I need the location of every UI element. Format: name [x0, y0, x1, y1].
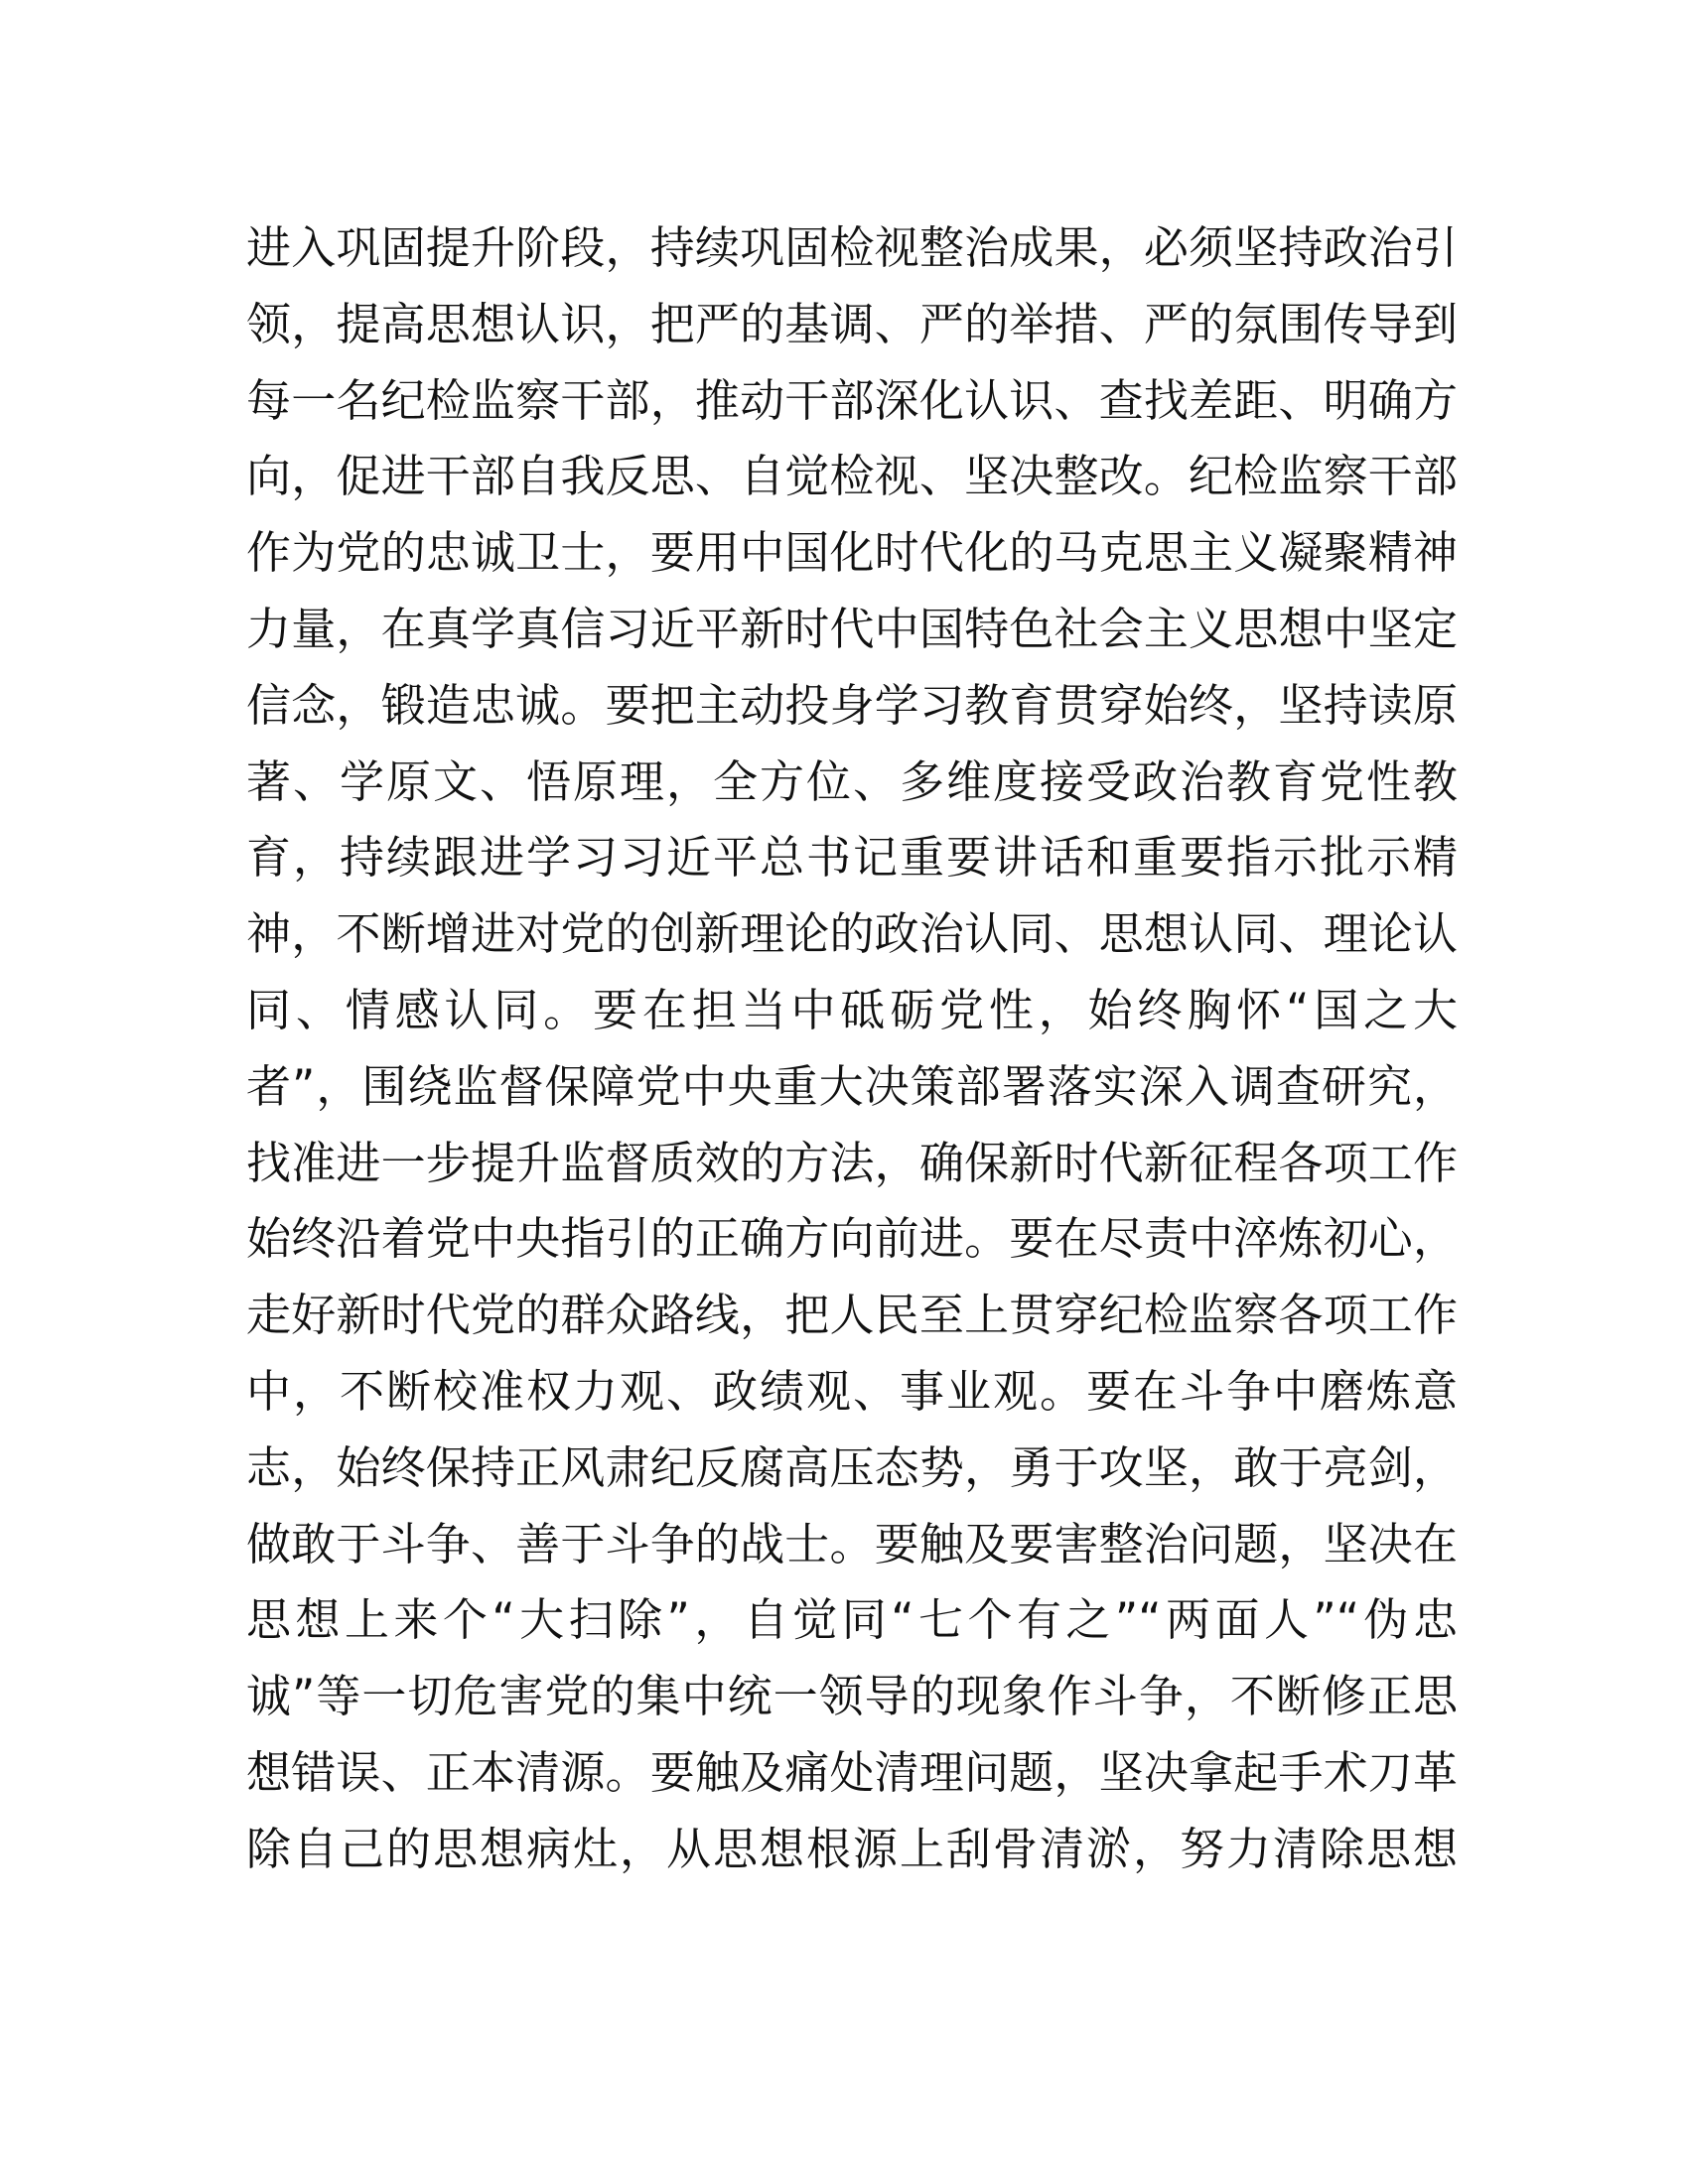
text-line: 做敢于斗争、善于斗争的战士。要触及要害整治问题，坚决在: [246, 1517, 1458, 1570]
text-line: 著、学原文、悟原理，全方位、多维度接受政治教育党性教: [246, 754, 1458, 808]
text-line: 作为党的忠诚卫士，要用中国化时代化的马克思主义凝聚精神: [246, 526, 1458, 580]
text-line: 领，提高思想认识，把严的基调、严的举措、严的氛围传导到: [246, 297, 1458, 350]
text-line: 思想上来个“大扫除”，自觉同“七个有之”“两面人”“伪忠: [246, 1593, 1458, 1647]
text-line: 向，促进干部自我反思、自觉检视、坚决整改。纪检监察干部: [246, 450, 1458, 503]
text-line: 信念，锻造忠诚。要把主动投身学习教育贯穿始终，坚持读原: [246, 678, 1458, 732]
text-line: 除自己的思想病灶，从思想根源上刮骨清淤，努力清除思想: [246, 1822, 1458, 1875]
text-line: 同、情感认同。要在担当中砥砺党性，始终胸怀“国之大: [246, 983, 1458, 1036]
text-line: 中，不断校准权力观、政绩观、事业观。要在斗争中磨炼意: [246, 1364, 1458, 1418]
body-paragraph: [246, 210, 1458, 1888]
text-line: 育，持续跟进学习习近平总书记重要讲话和重要指示批示精: [246, 831, 1458, 885]
text-line: 想错误、正本清源。要触及痛处清理问题，坚决拿起手术刀革: [246, 1745, 1458, 1799]
text-line: 诚”等一切危害党的集中统一领导的现象作斗争，不断修正思: [246, 1670, 1458, 1723]
text-line: 找准进一步提升监督质效的方法，确保新时代新征程各项工作: [246, 1136, 1458, 1189]
text-line: 者”，围绕监督保障党中央重大决策部署落实深入调查研究，: [246, 1059, 1458, 1113]
text-line: 进入巩固提升阶段，持续巩固检视整治成果，必须坚持政治引: [246, 221, 1458, 274]
text-line: 神，不断增进对党的创新理论的政治认同、思想认同、理论认: [246, 907, 1458, 961]
text-line: 志，始终保持正风肃纪反腐高压态势，勇于攻坚，敢于亮剑，: [246, 1440, 1458, 1494]
text-line: 每一名纪检监察干部，推动干部深化认识、查找差距、明确方: [246, 373, 1458, 427]
text-line: 始终沿着党中央指引的正确方向前进。要在尽责中淬炼初心，: [246, 1212, 1458, 1266]
text-line: 力量，在真学真信习近平新时代中国特色社会主义思想中坚定: [246, 602, 1458, 655]
text-line: 走好新时代党的群众路线，把人民至上贯穿纪检监察各项工作: [246, 1289, 1458, 1342]
